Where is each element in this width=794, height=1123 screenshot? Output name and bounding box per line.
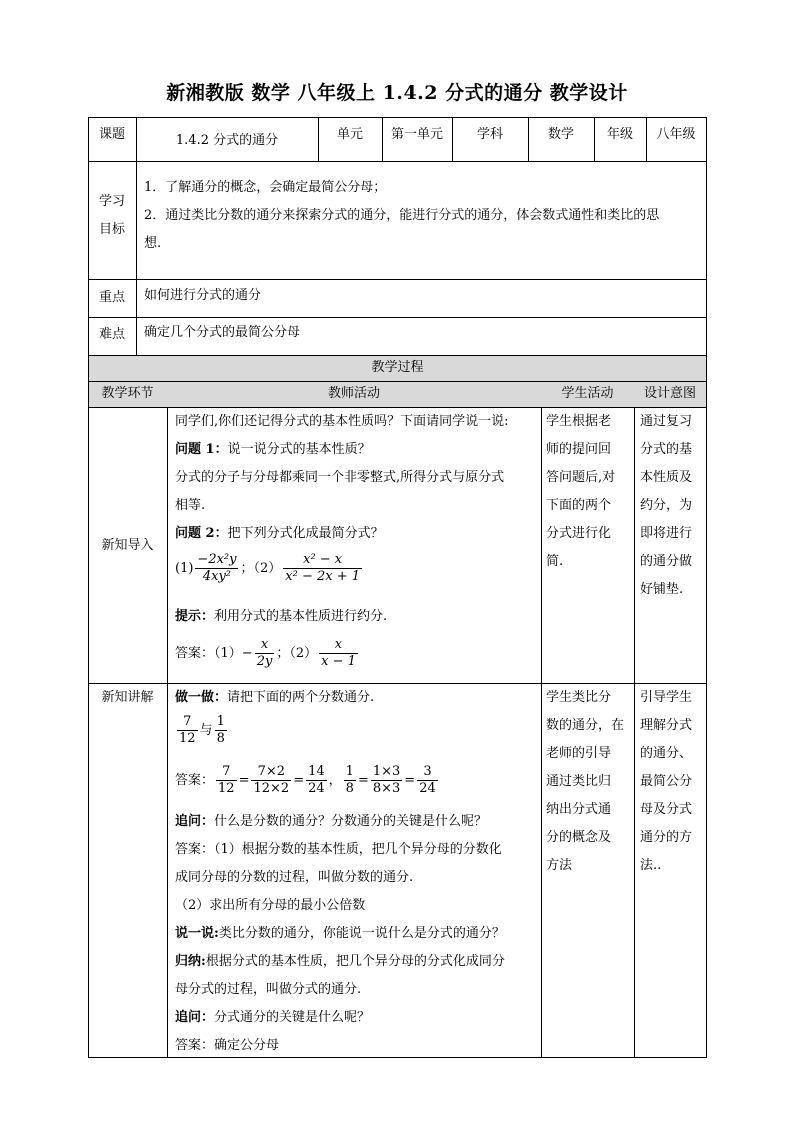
goal-line: 想. <box>144 236 162 251</box>
expr-separator: ；（2） <box>240 561 282 576</box>
follow-up-label: 追问： <box>175 814 215 829</box>
numerator: 7 <box>216 764 237 781</box>
fraction <box>216 764 237 797</box>
fraction <box>344 764 356 797</box>
intent-line: 的通分做 <box>640 554 693 569</box>
fraction <box>417 764 438 797</box>
equals: = <box>357 773 369 788</box>
equals: = <box>293 773 305 788</box>
say-text: 类比分数的通分，你能说一说什么是分式的通分？ <box>218 926 505 941</box>
numerator: 3 <box>417 764 438 781</box>
hint-label: 提示： <box>175 609 215 624</box>
intent-line: 本性质及 <box>640 470 693 485</box>
fraction <box>215 714 227 747</box>
question-2-text: 把下列分式化成最简分式？ <box>227 526 384 541</box>
subject-label: 学科 <box>476 127 503 142</box>
intent-line: 法.. <box>640 858 662 873</box>
do-it <box>175 684 374 712</box>
intro-stage: 新知导入 <box>101 538 154 553</box>
fraction-answer <box>175 764 440 797</box>
intent-line: 分式的基 <box>640 442 693 457</box>
equals: = <box>238 773 250 788</box>
numerator: x <box>255 637 275 654</box>
denominator: 2y <box>256 654 273 669</box>
explain-line: 母分式的过程，叫做分式的通分. <box>175 982 362 997</box>
say-it <box>175 920 505 948</box>
student-line: 学生类比分 <box>546 690 612 705</box>
grade-value: 八年级 <box>656 127 696 142</box>
intent-line: 引导学生 <box>640 690 693 705</box>
question-2-label: 问题 2： <box>175 526 228 541</box>
intro-teacher-text <box>175 408 509 548</box>
intro-design-intent <box>640 408 692 604</box>
do-label: 做一做： <box>175 690 228 705</box>
answer-label: 答案：（1） <box>175 646 242 661</box>
expr-1-prefix: (1) <box>175 561 194 576</box>
fraction <box>251 764 291 797</box>
denominator: 4xy² <box>202 569 232 584</box>
subject-value: 数学 <box>547 127 574 142</box>
summary-label: 归纳: <box>175 954 206 969</box>
student-line: 简. <box>546 554 564 569</box>
numerator: 1 <box>345 764 354 779</box>
difficulty-label: 难点 <box>98 327 125 342</box>
comma: ， <box>328 773 342 788</box>
final-answer: 答案：确定公分母 <box>175 1038 280 1053</box>
key-point-value: 如何进行分式的通分 <box>144 288 262 303</box>
goal-line: 1．了解通分的概念，会确定最简公分母； <box>144 180 387 195</box>
intro-student-activity <box>546 408 615 576</box>
student-line: 纳出分式通 <box>546 802 612 817</box>
student-line: 分的概念及 <box>546 830 612 845</box>
student-line: 师的提问回 <box>546 442 612 457</box>
explain-line: 成同分母的分数的过程，叫做分数的通分. <box>175 870 414 885</box>
question-2 <box>175 520 509 548</box>
explain-stage: 新知讲解 <box>101 690 154 705</box>
hint <box>175 603 387 631</box>
intro-answer <box>175 637 360 670</box>
denominator: x² − 2x + 1 <box>285 569 360 584</box>
fraction <box>195 552 238 585</box>
fraction <box>319 637 358 670</box>
student-line: 学生根据老 <box>546 414 612 429</box>
student-line: 分式进行化 <box>546 526 612 541</box>
question-1-label: 问题 1： <box>175 442 228 457</box>
numerator: 1 <box>216 714 225 729</box>
denominator: 12 <box>218 781 235 796</box>
answer-sign: − <box>241 646 253 661</box>
header-teacher: 教师活动 <box>327 386 380 401</box>
do-text: 请把下面的两个分数通分. <box>227 690 375 705</box>
grade-label: 年级 <box>606 127 633 142</box>
goal-line: 2．通过类比分数的通分来探索分式的通分，能进行分式的通分，体会数式通性和类比的思 <box>144 208 660 223</box>
follow-up-label: 追问： <box>175 1010 215 1025</box>
unit-value: 第一单元 <box>390 127 443 142</box>
say-label: 说一说: <box>175 926 219 941</box>
answer-separator: ；（2） <box>276 646 318 661</box>
intent-line: 理解分式 <box>640 718 693 733</box>
fraction <box>177 714 198 747</box>
student-line: 答问题后,对 <box>546 470 616 485</box>
fraction <box>371 764 402 797</box>
follow-up-2 <box>175 1004 505 1032</box>
intent-line: 的通分、 <box>640 746 693 761</box>
difficulty-value: 确定几个分式的最简公分母 <box>144 325 301 340</box>
intent-line: 母及分式 <box>640 802 693 817</box>
explain-line: 答案：（1）根据分数的基本性质，把几个异分母的分数化 <box>175 842 502 857</box>
student-line: 通过类比归 <box>546 774 612 789</box>
topic-value: 1.4.2 分式的通分 <box>175 133 279 148</box>
page-title: 新湘教版 数学 八年级上 1.4.2 分式的通分 教学设计 <box>166 82 628 104</box>
fraction <box>306 764 327 797</box>
follow-up-text: 分式通分的关键是什么呢？ <box>214 1010 371 1025</box>
header-stage: 教学环节 <box>101 386 154 401</box>
question-1-text: 说一说分式的基本性质？ <box>227 442 371 457</box>
numerator: x² − x <box>283 552 362 569</box>
student-line: 下面的两个 <box>546 498 612 513</box>
hint-text: 利用分式的基本性质进行约分. <box>214 609 388 624</box>
fractions-pair <box>175 714 229 747</box>
denominator: 12 <box>179 731 196 746</box>
conjunction: 与 <box>199 723 213 738</box>
intro-expressions <box>175 552 364 585</box>
explain-teacher-text <box>175 808 505 1060</box>
intent-line: 即将进行 <box>640 526 693 541</box>
student-line: 老师的引导 <box>546 746 612 761</box>
denominator: 24 <box>308 781 325 796</box>
intro-line: 分式的分子与分母都乘同一个非零整式,所得分式与原分式 <box>175 470 505 485</box>
numerator: 7 <box>177 714 198 731</box>
numerator: 14 <box>308 764 325 779</box>
denominator: 12×2 <box>253 781 290 796</box>
student-line: 方法 <box>546 858 573 873</box>
numerator: 1×3 <box>372 764 401 779</box>
topic-label: 课题 <box>98 127 125 142</box>
intro-line: 相等. <box>175 498 206 513</box>
denominator: 24 <box>419 781 436 796</box>
explain-design-intent <box>640 684 692 880</box>
intent-line: 通过复习 <box>640 414 693 429</box>
explain-line: （2）求出所有分母的最小公倍数 <box>175 898 366 913</box>
denominator: 8 <box>216 731 225 746</box>
intent-line: 通分的方 <box>640 830 693 845</box>
follow-up-text: 什么是分数的通分？分数通分的关键是什么呢？ <box>214 814 488 829</box>
summary-text: 根据分式的基本性质，把几个异分母的分式化成同分 <box>205 954 505 969</box>
goals-label <box>88 188 136 244</box>
intent-line: 最简公分 <box>640 774 693 789</box>
follow-up-1 <box>175 808 505 836</box>
header-intent: 设计意图 <box>643 386 696 401</box>
numerator: 7×2 <box>251 764 291 781</box>
explain-student-activity <box>546 684 624 880</box>
intent-line: 好铺垫. <box>640 582 684 597</box>
header-student: 学生活动 <box>561 386 614 401</box>
fraction <box>255 637 275 670</box>
equals: = <box>404 773 416 788</box>
denominator: x − 1 <box>321 654 356 669</box>
numerator: −2x²y <box>197 552 237 567</box>
summary <box>175 948 505 976</box>
intro-line: 同学们,你们还记得分式的基本性质吗？下面请同学说一说: <box>175 414 509 429</box>
student-line: 数的通分，在 <box>546 718 625 733</box>
answer-label: 答案： <box>175 773 215 788</box>
goals-label-line-2: 目标 <box>98 222 125 237</box>
key-point-label: 重点 <box>98 290 125 305</box>
denominator: 8 <box>345 781 354 796</box>
goals-text <box>144 174 659 258</box>
question-1 <box>175 436 509 464</box>
process-title: 教学过程 <box>371 360 424 375</box>
unit-label: 单元 <box>336 127 363 142</box>
fraction <box>283 552 362 585</box>
intent-line: 约分，为 <box>640 498 693 513</box>
goals-label-line-1: 学习 <box>98 194 125 209</box>
numerator: x <box>319 637 358 654</box>
denominator: 8×3 <box>372 781 401 796</box>
